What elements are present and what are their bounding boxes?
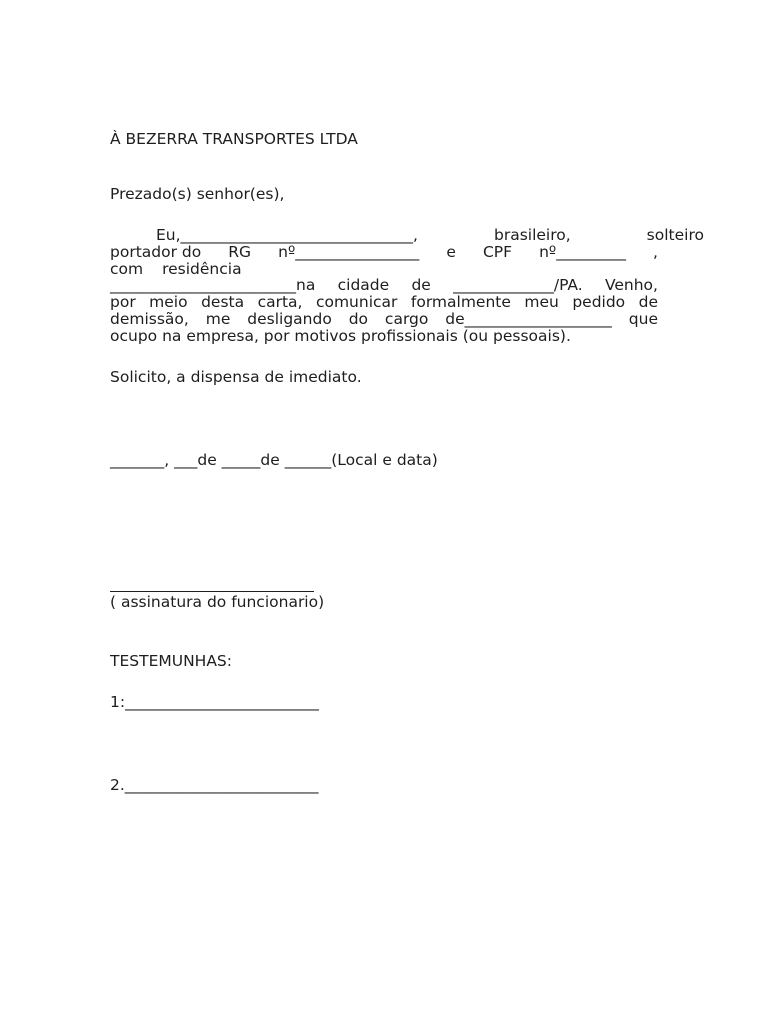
word: ocupo na empresa, por motivos profissionais (ou pessoais).	[110, 326, 571, 345]
word: cargo	[384, 309, 429, 328]
word: solteiro	[646, 226, 704, 244]
word: brasileiro,	[493, 226, 571, 244]
word: RG	[228, 242, 252, 261]
word: portador do	[110, 242, 202, 261]
word: ,	[653, 242, 658, 261]
word: pedido	[572, 293, 626, 312]
word: _____________/PA.	[453, 276, 583, 295]
body-line-1	[110, 227, 704, 244]
word: desligando	[247, 309, 332, 328]
word: de	[411, 276, 431, 295]
word: de	[638, 293, 658, 312]
signature-line	[110, 577, 314, 592]
word: Eu,______________________________,	[156, 226, 418, 244]
word: Venho,	[604, 276, 658, 295]
witness-2-line: 2._________________________	[110, 776, 319, 794]
word: nº_________	[539, 242, 626, 261]
body-line-4	[110, 277, 658, 294]
word: com	[110, 259, 144, 278]
word: por	[110, 293, 136, 312]
word: CPF	[482, 242, 513, 261]
word: demissão,	[110, 309, 189, 328]
word: comunicar	[315, 293, 398, 312]
word: e	[446, 242, 456, 261]
request-line: Solicito, a dispensa de imediato.	[110, 368, 362, 386]
witness-1-line: 1:_________________________	[110, 693, 319, 711]
word: nº________________	[278, 242, 420, 261]
body-line-3	[110, 261, 658, 278]
body-line-2	[110, 244, 658, 261]
witnesses-heading: TESTEMUNHAS:	[110, 652, 232, 670]
word: meio	[149, 293, 188, 312]
word: residência	[162, 259, 242, 278]
word: do	[348, 309, 369, 328]
word: de___________________	[445, 309, 612, 328]
body-paragraph	[110, 226, 704, 345]
word: cidade	[337, 276, 390, 295]
word: que	[628, 309, 658, 328]
word: formalmente	[410, 293, 511, 312]
addressee: À BEZERRA TRANSPORTES LTDA	[110, 130, 358, 148]
salutation: Prezado(s) senhor(es),	[110, 185, 285, 203]
word: desta	[201, 293, 245, 312]
body-line-5	[110, 294, 658, 311]
signature-caption: ( assinatura do funcionario)	[110, 593, 325, 611]
body-line-6	[110, 311, 658, 328]
body-line-7	[110, 328, 658, 345]
word: me	[205, 309, 231, 328]
word: ________________________na	[110, 276, 316, 295]
date-line: _______, ___de _____de ______(Local e data)	[110, 451, 438, 469]
word: meu	[524, 293, 559, 312]
word: carta,	[257, 293, 303, 312]
